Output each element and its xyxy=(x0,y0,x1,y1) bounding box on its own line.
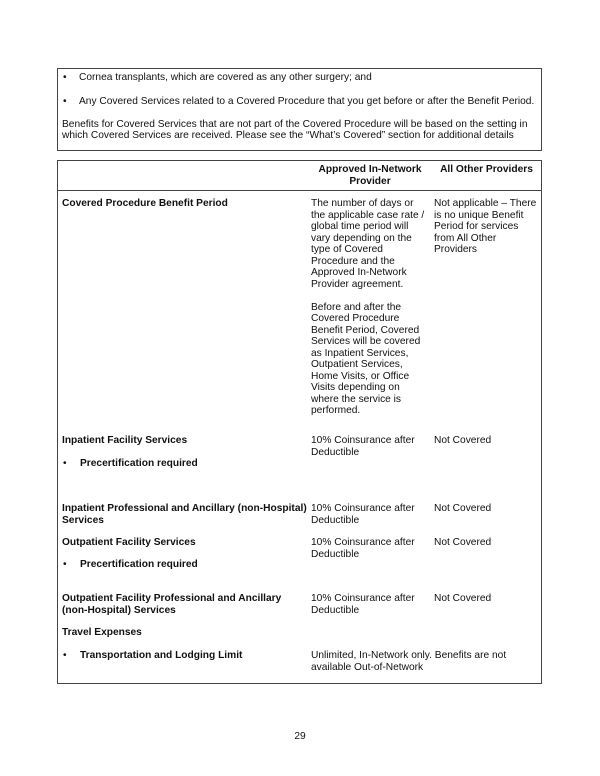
header-other-providers: All Other Providers xyxy=(440,164,533,175)
header-divider xyxy=(57,190,542,191)
row-label-inpatient-facility: Inpatient Facility Services xyxy=(62,435,188,446)
row-label-benefit-period: Covered Procedure Benefit Period xyxy=(62,198,228,209)
row-label-outpatient-professional: Outpatient Facility Professional and Ancillary (non-Hospital) Services xyxy=(62,593,282,616)
outpatient-professional-other: Not Covered xyxy=(434,593,492,604)
bullet-dot-icon: • xyxy=(63,559,67,570)
travel-bullet: • Transportation and Lodging Limit xyxy=(63,650,243,661)
bullet-dot-icon: • xyxy=(63,72,67,83)
row-label-outpatient-facility: Outpatient Facility Services xyxy=(62,537,196,548)
outpatient-facility-in-network: 10% Coinsurance after Deductible xyxy=(311,537,415,560)
inpatient-professional-other: Not Covered xyxy=(434,503,492,514)
travel-value: Unlimited, In-Network only. Benefits are not available Out-of-Network xyxy=(311,650,507,673)
inpatient-professional-in-network: 10% Coinsurance after Deductible xyxy=(311,503,415,526)
benefit-period-in-network: The number of days or the applicable case rate / global time period will vary depending on the type of Covered Procedure and the Approved In-Network Provider agreement. Before and after the Covered Procedure Benefit Period, Covered Services will be covered as Inpatient Services, Outpatient Services, Home Visits, or Office Visits depending on where the service is performed. xyxy=(311,198,425,416)
bullet-item: • Any Covered Services related to a Covered Procedure that you get before or after the Benefit Period. xyxy=(63,96,535,107)
page-number: 29 xyxy=(294,731,306,742)
row-label-inpatient-professional: Inpatient Professional and Ancillary (non-Hospital) Services xyxy=(62,503,307,526)
paragraph-line: Benefits for Covered Services that are not part of the Covered Procedure will be based on the setting in xyxy=(62,119,528,130)
outpatient-facility-other: Not Covered xyxy=(434,537,492,548)
bullet-item: • Cornea transplants, which are covered as any other surgery; and xyxy=(63,72,372,83)
bullet-dot-icon: • xyxy=(63,650,67,661)
outpatient-professional-in-network: 10% Coinsurance after Deductible xyxy=(311,593,415,616)
bullet-dot-icon: • xyxy=(63,96,67,107)
inpatient-facility-bullet: • Precertification required xyxy=(63,458,198,469)
bullet-dot-icon: • xyxy=(63,458,67,469)
inpatient-facility-in-network: 10% Coinsurance after Deductible xyxy=(311,435,415,458)
outpatient-facility-bullet: • Precertification required xyxy=(63,559,198,570)
paragraph-line: which Covered Services are received. Please see the “What’s Covered” section for additional details xyxy=(62,130,514,141)
benefit-period-other: Not applicable – There is no unique Benefit Period for services from All Other Providers xyxy=(434,198,537,255)
inpatient-facility-other: Not Covered xyxy=(434,435,492,446)
header-in-network: Approved In-Network Provider xyxy=(318,164,422,187)
row-label-travel: Travel Expenses xyxy=(62,627,142,638)
